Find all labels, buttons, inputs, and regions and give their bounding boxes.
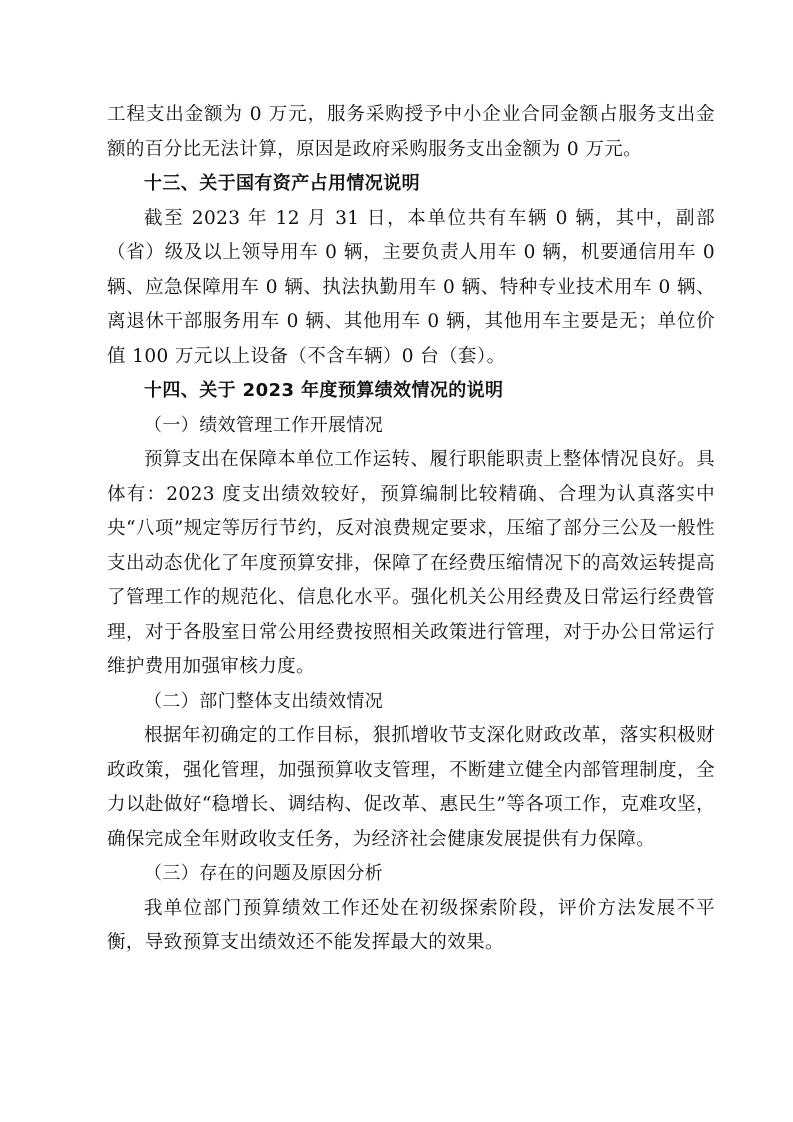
paragraph-problems: 我单位部门预算绩效工作还处在初级探索阶段，评价方法发展不平衡，导致预算支出绩效还不能发挥最大的效果。 xyxy=(107,897,715,953)
paragraph-overall-expenditure: 根据年初确定的工作目标，狠抓增收节支深化财政改革，落实积极财政政策，强化管理，加强预算收支管理，不断建立健全内部管理制度，全力以赴做好“稳增长、调结构、促改革、惠民生”等各项工作，克难攻坚，确保完成全年财政收支任务，为经济社会健康发展提供有力保障。 xyxy=(107,725,715,850)
subsection-heading-performance-management: （一）绩效管理工作开展情况 xyxy=(144,414,384,436)
paragraph-performance-management: 预算支出在保障本单位工作运转、履行职能职责上整体情况良好。具体有：2023 度支出绩效较好，预算编制比较精确、合理为认真落实中央“八项”规定等厉行节约，反对浪费规定要求，压缩了部分三公及一般性支出动态优化了年度预算安排，保障了在经费压缩情况下的高效运转提高了管理工作的规范化、信息化水平。强化机关公用经费及日常运行经费管理，对于各股室日常公用经费按照相关政策进行管理，对于办公日常运行维护费用加强审核力度。 xyxy=(107,449,715,677)
paragraph-state-assets: 截至 2023 年 12 月 31 日，本单位共有车辆 0 辆，其中，副部（省）级及以上领导用车 0 辆，主要负责人用车 0 辆，机要通信用车 0 辆、应急保障用车 0 辆、执法执勤用车 0 辆、特种专业技术用车 0 辆、离退休干部服务用车 0 辆、其他用车 0 辆，其他用车主要是无；单位价值 100 万元以上设备（不含车辆）0 台（套）。 xyxy=(107,207,715,367)
subsection-heading-overall-expenditure: （二）部门整体支出绩效情况 xyxy=(144,690,384,712)
subsection-heading-problems: （三）存在的问题及原因分析 xyxy=(144,863,384,884)
section-heading-14: 十四、关于 2023 年度预算绩效情况的说明 xyxy=(144,380,504,401)
document-body xyxy=(107,98,715,961)
paragraph-procurement-continuation: 工程支出金额为 0 万元，服务采购授予中小企业合同金额占服务支出金额的百分比无法计算，原因是政府采购服务支出金额为 0 万元。 xyxy=(107,104,715,160)
section-heading-13: 十三、关于国有资产占用情况说明 xyxy=(144,173,420,194)
